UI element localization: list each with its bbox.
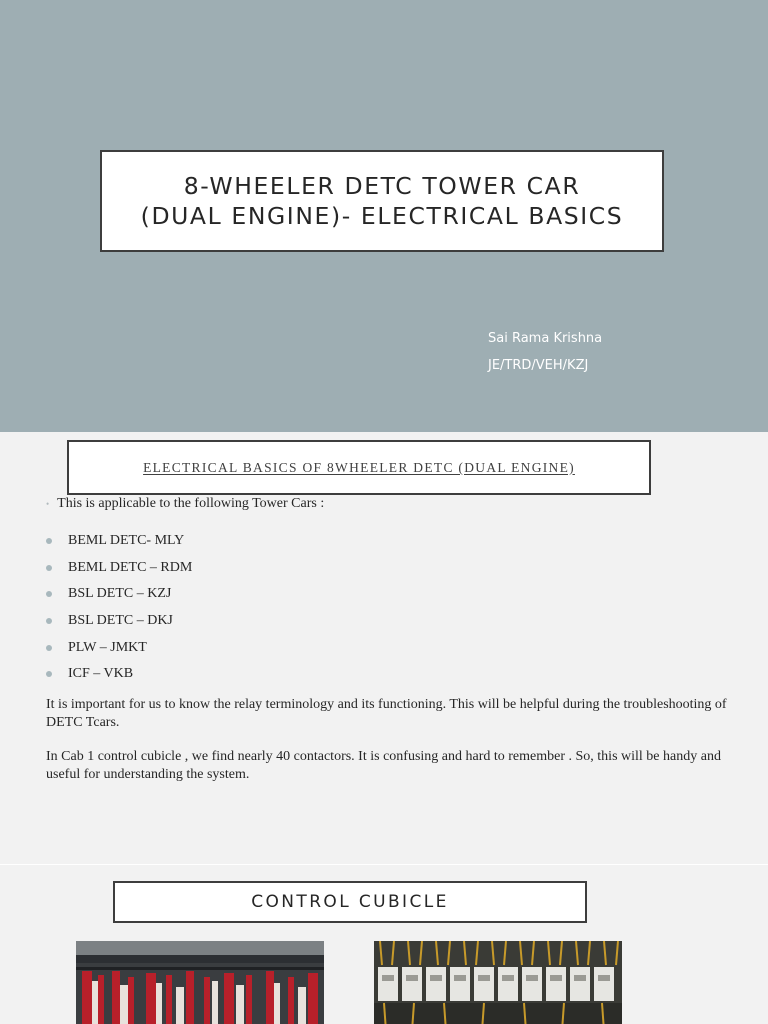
bullet-icon	[46, 671, 52, 677]
list-item	[46, 581, 192, 608]
list-item	[46, 634, 192, 661]
bullet-icon	[46, 565, 52, 571]
control-cubicle-photo-left	[76, 941, 324, 1024]
author-name: Sai Rama Krishna	[488, 331, 603, 346]
bullet-icon: •	[46, 499, 50, 509]
slide-heading: CONTROL CUBICLE	[251, 892, 449, 912]
control-cubicle-photo-right	[374, 941, 622, 1024]
list-item-label: BSL DETC – KZJ	[68, 586, 172, 602]
list-item	[46, 661, 192, 688]
tower-car-list	[46, 528, 192, 688]
intro-line	[46, 496, 324, 512]
title-slide	[0, 0, 768, 432]
list-item-label: BEML DETC – RDM	[68, 559, 193, 575]
paragraph-relay-terminology: It is important for us to know the relay terminology and its functioning. This will be helpful during the troubleshooting of DETC Tcars.	[46, 697, 727, 730]
presentation-title	[141, 171, 624, 231]
list-item	[46, 608, 192, 635]
author-block	[488, 325, 602, 379]
title-line-1: 8-WHEELER DETC TOWER CAR	[183, 172, 581, 200]
bullet-icon	[46, 538, 52, 544]
list-item-label: PLW – JMKT	[68, 639, 147, 655]
paragraph-control-cubicle: In Cab 1 control cubicle , we find nearly 40 contactors. It is confusing and hard to remember . So, this will be handy and useful for understanding the system.	[46, 749, 721, 782]
intro-text: This is applicable to the following Tower Cars :	[57, 496, 325, 511]
slide-heading-box	[67, 440, 651, 495]
relay-panel-photo-left	[76, 941, 324, 1024]
title-line-2: (DUAL ENGINE)- ELECTRICAL BASICS	[140, 202, 624, 230]
slide-heading: ELECTRICAL BASICS OF 8WHEELER DETC (DUAL ENGINE)	[143, 459, 575, 475]
list-item-label: ICF – VKB	[68, 666, 134, 682]
list-item	[46, 528, 192, 555]
list-item	[46, 555, 192, 582]
list-item-label: BSL DETC – DKJ	[68, 613, 173, 629]
slide-heading-box	[113, 881, 587, 923]
bullet-icon	[46, 618, 52, 624]
author-designation: JE/TRD/VEH/KZJ	[488, 358, 589, 373]
list-item-label: BEML DETC- MLY	[68, 533, 185, 549]
title-box	[100, 150, 664, 252]
control-cubicle-slide	[0, 865, 768, 1024]
bullet-icon	[46, 591, 52, 597]
contactor-panel-photo-right	[374, 941, 622, 1024]
content-slide	[0, 432, 768, 864]
bullet-icon	[46, 645, 52, 651]
